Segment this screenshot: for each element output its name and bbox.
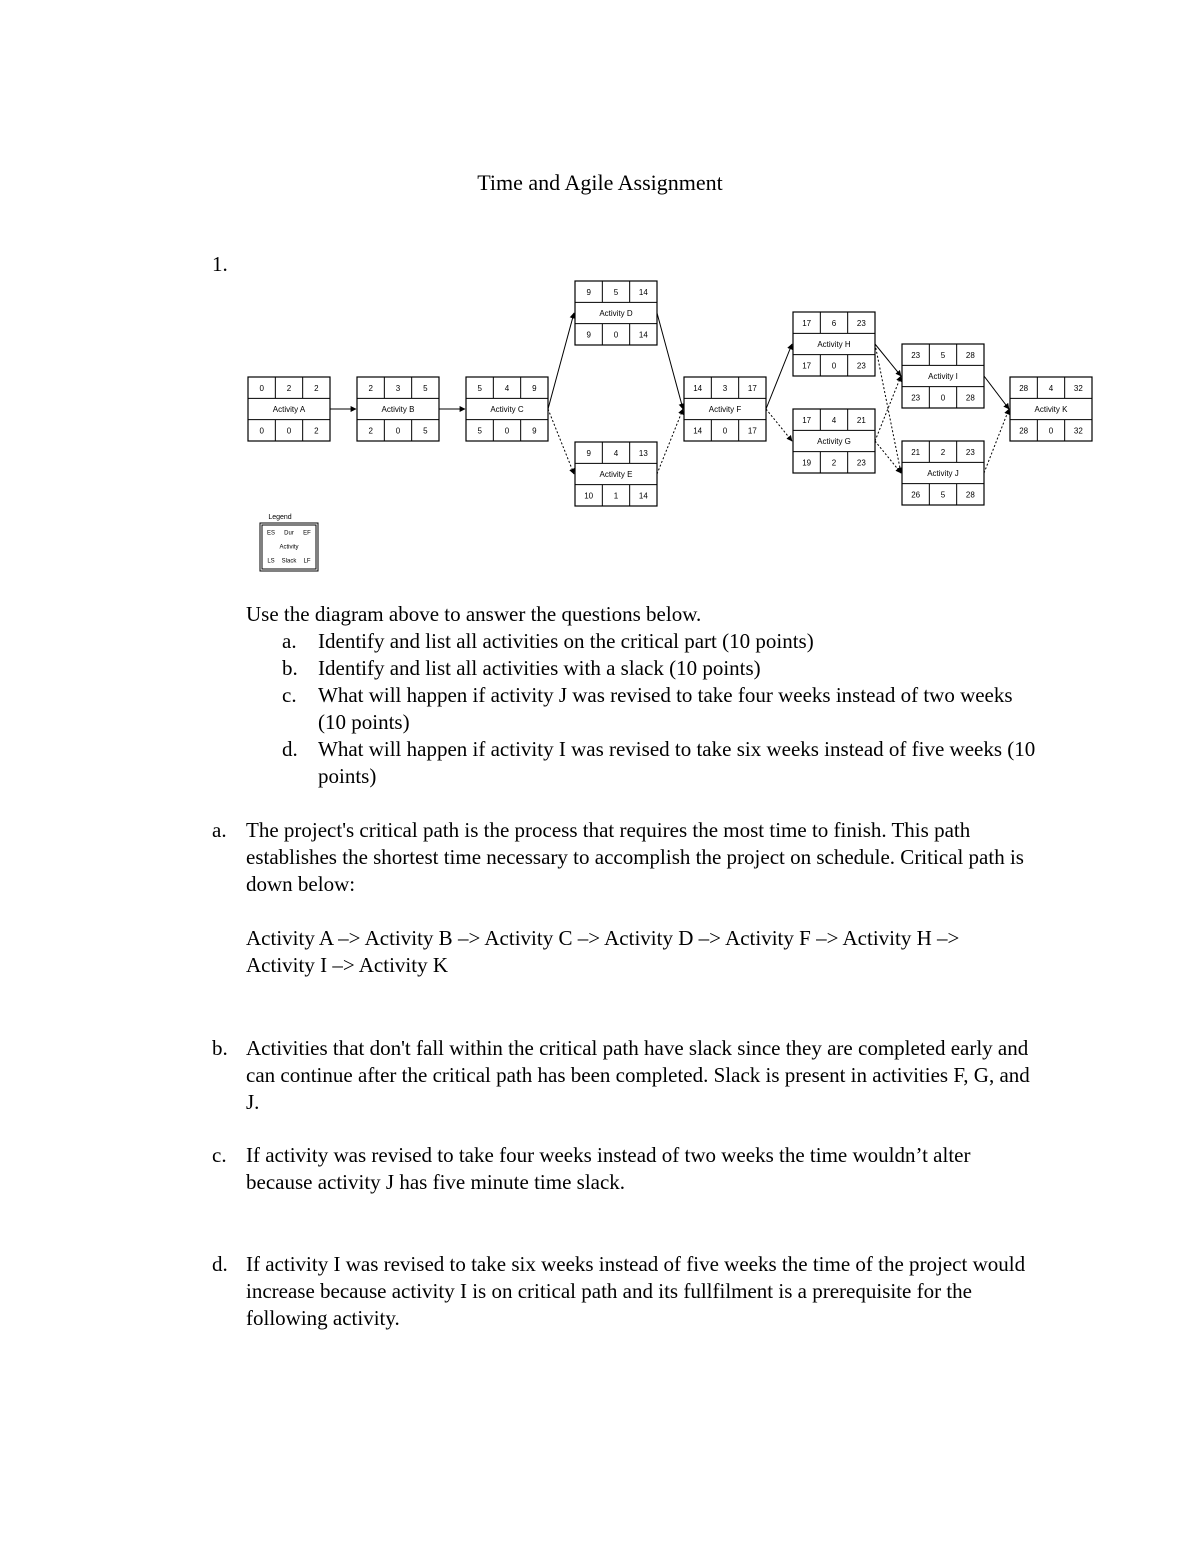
activity-node xyxy=(466,377,548,441)
node-top-value: 0 xyxy=(259,383,264,393)
answer-a xyxy=(212,817,1032,979)
node-bottom-value: 28 xyxy=(1019,426,1029,436)
network-diagram xyxy=(0,270,1200,590)
node-top-value: 17 xyxy=(802,318,812,328)
node-top-value: 9 xyxy=(586,448,591,458)
node-top-value: 23 xyxy=(856,318,866,328)
dependency-arrow xyxy=(984,376,1009,409)
node-top-value: 2 xyxy=(286,383,292,393)
activity-name: Activity C xyxy=(490,405,524,415)
node-top-value: 3 xyxy=(395,383,401,393)
answer-d xyxy=(212,1251,1032,1332)
node-bottom-value: 0 xyxy=(286,426,292,436)
node-top-value: 28 xyxy=(965,350,975,360)
activity-node xyxy=(902,344,984,408)
question-item-b xyxy=(282,655,1042,682)
node-bottom-value: 5 xyxy=(423,426,428,436)
legend-top-label: EF xyxy=(303,530,311,537)
node-bottom-value: 0 xyxy=(1048,426,1054,436)
node-bottom-value: 32 xyxy=(1073,426,1083,436)
node-bottom-value: 0 xyxy=(940,393,946,403)
node-bottom-value: 19 xyxy=(802,458,812,468)
legend-bottom-label: LS xyxy=(267,558,275,565)
node-top-value: 9 xyxy=(586,287,591,297)
node-top-value: 5 xyxy=(423,383,428,393)
node-top-value: 4 xyxy=(831,415,837,425)
node-bottom-value: 1 xyxy=(613,491,619,501)
dependency-arrow xyxy=(875,344,901,376)
node-bottom-value: 2 xyxy=(368,426,373,436)
node-bottom-value: 0 xyxy=(259,426,264,436)
activity-node xyxy=(248,377,330,441)
node-bottom-value: 23 xyxy=(856,458,866,468)
activity-node xyxy=(575,281,657,345)
activity-name: Activity E xyxy=(599,470,633,480)
node-bottom-value: 14 xyxy=(693,426,703,436)
activity-node xyxy=(1010,377,1092,441)
document-title: Time and Agile Assignment xyxy=(477,170,723,195)
question-text: Identify and list all activities on the critical part (10 points) xyxy=(318,629,814,653)
node-top-value: 2 xyxy=(368,383,373,393)
node-top-value: 3 xyxy=(722,383,728,393)
answer-text: Activities that don't fall within the critical path have slack since they are completed early and can continue after the critical path has been completed. Slack is present in activities F, G, and J. xyxy=(246,1036,1030,1114)
node-bottom-value: 28 xyxy=(965,393,975,403)
node-top-value: 9 xyxy=(532,383,537,393)
answer-label: c. xyxy=(212,1143,227,1167)
dependency-arrow xyxy=(657,409,683,474)
node-top-value: 17 xyxy=(747,383,757,393)
question-label: c. xyxy=(282,683,297,707)
question-list xyxy=(282,628,1042,790)
dependency-arrow xyxy=(766,344,792,409)
node-bottom-value: 2 xyxy=(314,426,319,436)
dependency-arrow xyxy=(766,409,792,441)
question-text: What will happen if activity J was revised to take four weeks instead of two weeks (10 points) xyxy=(318,683,1013,734)
node-bottom-value: 14 xyxy=(638,330,648,340)
answer-text: The project's critical path is the process that requires the most time to finish. This path establishes the shortest time necessary to accomplish the project on schedule. Critical path is down below: xyxy=(246,818,1024,896)
node-bottom-value: 28 xyxy=(965,490,975,500)
activity-node xyxy=(793,409,875,473)
activity-node xyxy=(902,441,984,505)
node-top-value: 2 xyxy=(314,383,319,393)
activity-name: Activity A xyxy=(272,405,306,415)
activity-name: Activity H xyxy=(817,340,851,350)
critical-path-text: Activity A –> Activity B –> Activity C –> Activity D –> Activity F –> Activity H –> Activity I –> Activity K xyxy=(246,926,960,977)
node-bottom-value: 23 xyxy=(911,393,921,403)
node-top-value: 2 xyxy=(940,447,946,457)
question-number: 1. xyxy=(212,252,228,276)
node-top-value: 23 xyxy=(911,350,921,360)
node-top-value: 14 xyxy=(693,383,703,393)
node-bottom-value: 5 xyxy=(940,490,946,500)
node-top-value: 32 xyxy=(1073,383,1083,393)
question-text: What will happen if activity I was revised to take six weeks instead of five weeks (10 points) xyxy=(318,737,1036,788)
activity-nodes xyxy=(248,281,1092,506)
node-top-value: 5 xyxy=(477,383,482,393)
node-bottom-value: 0 xyxy=(504,426,510,436)
dependency-arrow xyxy=(657,313,683,409)
node-bottom-value: 17 xyxy=(802,361,812,371)
answer-text: If activity was revised to take four weeks instead of two weeks the time wouldn’t alter because activity J has five minute time slack. xyxy=(246,1143,971,1194)
node-top-value: 14 xyxy=(638,287,648,297)
node-top-value: 4 xyxy=(1048,383,1054,393)
dependency-arrow xyxy=(984,409,1009,473)
node-top-value: 4 xyxy=(504,383,510,393)
node-top-value: 5 xyxy=(940,350,946,360)
activity-node xyxy=(793,312,875,376)
node-bottom-value: 17 xyxy=(747,426,757,436)
legend-top-label: Dur xyxy=(284,530,294,537)
node-top-value: 5 xyxy=(613,287,619,297)
node-top-value: 28 xyxy=(1019,383,1029,393)
activity-name: Activity J xyxy=(927,469,959,479)
dependency-arrow xyxy=(548,313,574,409)
legend-bottom-label: Slack xyxy=(281,558,297,565)
question-item-a xyxy=(282,628,1042,655)
activity-name: Activity G xyxy=(817,437,851,447)
node-top-value: 6 xyxy=(831,318,837,328)
node-bottom-value: 23 xyxy=(856,361,866,371)
node-bottom-value: 9 xyxy=(586,330,591,340)
activity-name: Activity D xyxy=(599,309,633,319)
node-top-value: 21 xyxy=(911,447,921,457)
question-label: b. xyxy=(282,656,298,680)
node-bottom-value: 9 xyxy=(532,426,537,436)
legend-title: Legend xyxy=(268,513,292,521)
question-label: a. xyxy=(282,629,297,653)
question-label: d. xyxy=(282,737,298,761)
node-top-value: 17 xyxy=(802,415,812,425)
node-top-value: 4 xyxy=(613,448,619,458)
node-bottom-value: 2 xyxy=(831,458,837,468)
question-item-c xyxy=(282,682,1042,736)
activity-node xyxy=(575,442,657,506)
activity-name: Activity I xyxy=(928,372,958,382)
legend-box xyxy=(260,514,318,571)
node-bottom-value: 26 xyxy=(911,490,921,500)
legend-activity-label: Activity xyxy=(279,544,299,551)
node-bottom-value: 10 xyxy=(584,491,594,501)
node-top-value: 13 xyxy=(638,448,648,458)
answer-c xyxy=(212,1142,1032,1196)
node-bottom-value: 0 xyxy=(722,426,728,436)
question-text: Identify and list all activities with a slack (10 points) xyxy=(318,656,761,680)
node-bottom-value: 0 xyxy=(831,361,837,371)
dependency-arrow xyxy=(875,441,901,473)
activity-name: Activity K xyxy=(1034,405,1068,415)
activity-node xyxy=(684,377,766,441)
activity-name: Activity F xyxy=(708,405,742,415)
node-bottom-value: 14 xyxy=(638,491,648,501)
node-top-value: 23 xyxy=(965,447,975,457)
legend-top-label: ES xyxy=(266,530,276,537)
node-bottom-value: 0 xyxy=(395,426,401,436)
activity-node xyxy=(357,377,439,441)
legend-bottom-label: LF xyxy=(303,558,311,565)
node-bottom-value: 0 xyxy=(613,330,619,340)
answer-label: a. xyxy=(212,818,227,842)
questions-intro: Use the diagram above to answer the questions below. xyxy=(246,602,702,626)
dependency-arrow xyxy=(875,344,901,473)
answer-text: If activity I was revised to take six weeks instead of five weeks the time of the project would increase because activity I is on critical path and its fullfilment is a prerequisite for the following activity. xyxy=(246,1252,1026,1330)
answer-label: b. xyxy=(212,1036,228,1060)
node-bottom-value: 5 xyxy=(477,426,482,436)
question-item-d xyxy=(282,736,1042,790)
node-top-value: 21 xyxy=(856,415,866,425)
dependency-arrow xyxy=(548,409,574,474)
answer-label: d. xyxy=(212,1252,228,1276)
activity-name: Activity B xyxy=(381,405,415,415)
answer-b xyxy=(212,1035,1032,1116)
